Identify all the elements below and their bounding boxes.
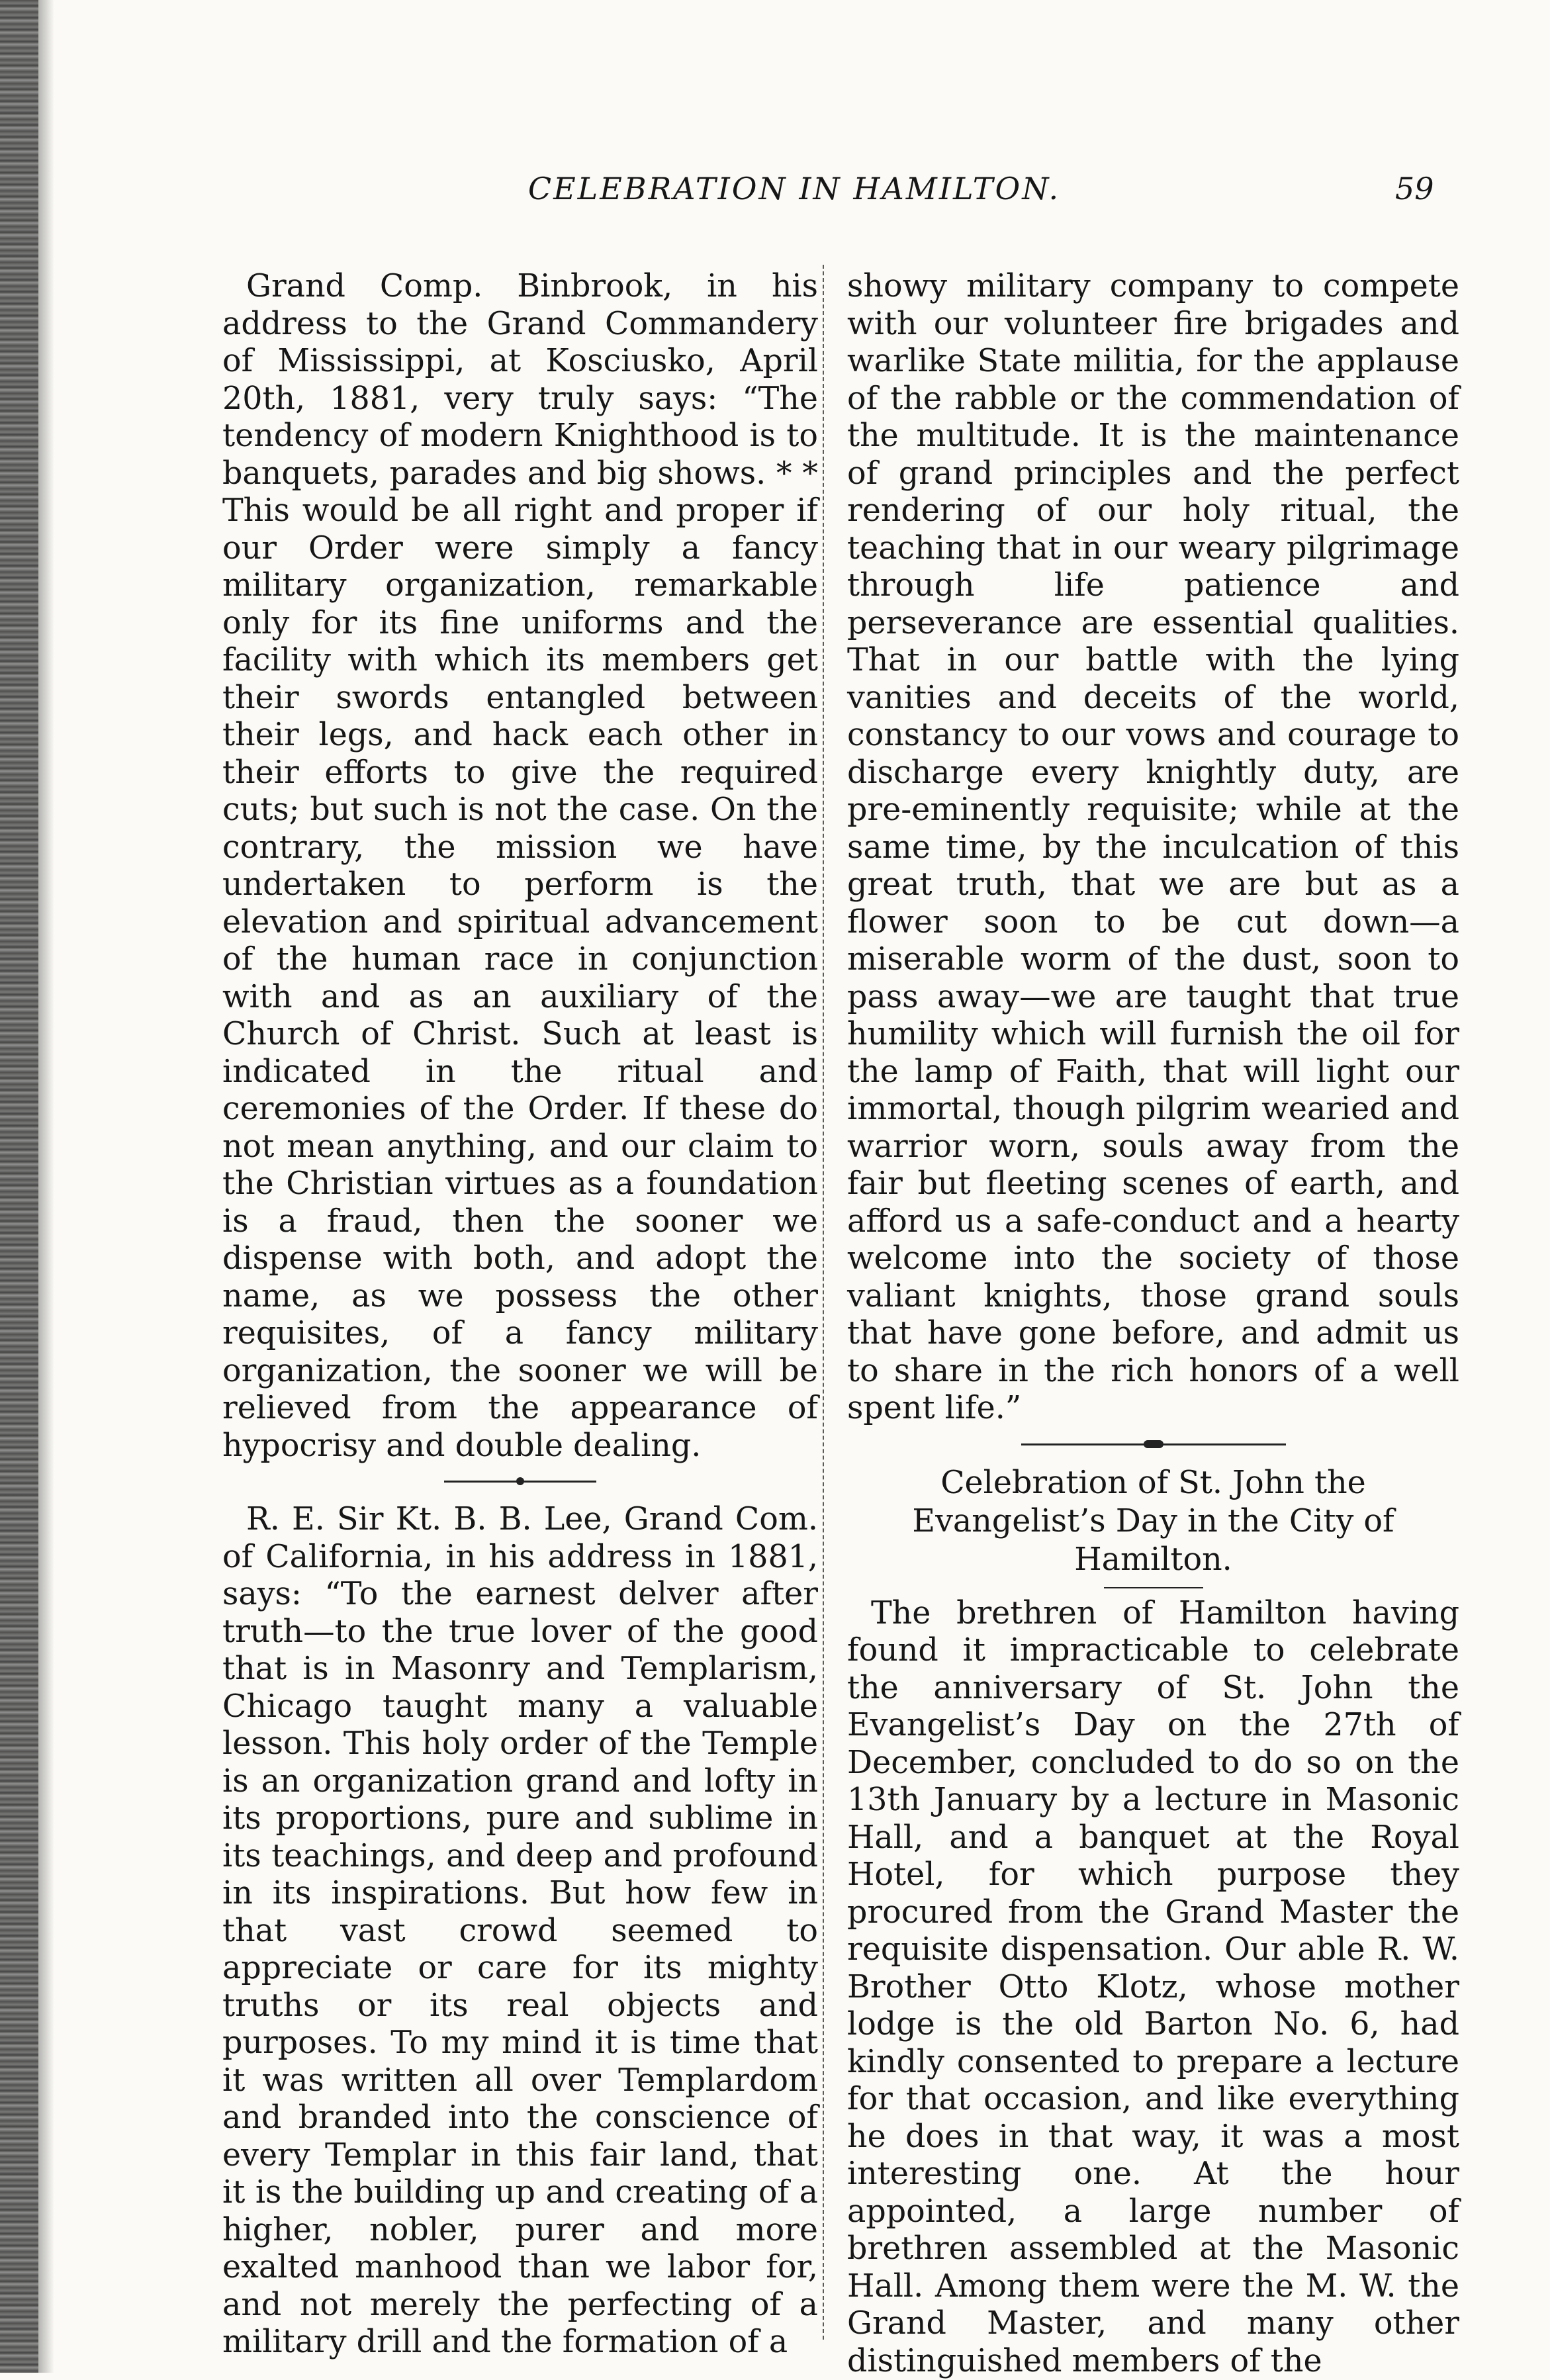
paragraph-hamilton-celebration: The brethren of Hamilton having found it impracticable to celebrate the anniversary of St. John the Evangelist’s Day on the 27th of December, concluded to do so on the 13th January by a lecture in Masonic Hall, and a banquet at the Royal Hotel, for which purpose they procured from the Grand Master the requisite dispensation. Our able R. W. Brother Otto Klotz, whose mother lodge is the old Barton No. 6, had kindly consented to prepare a lecture for that occasion, and like everything he does in that way, it was a most interesting one. At the hour appointed, a large number of brethren assembled at the Masonic Hall. Among them were the M. W. the Grand Master, and many other distinguished members of the	[847, 1595, 1459, 2380]
divider-ornament	[516, 1477, 524, 1485]
paragraph-lee-quote-continued: showy military company to compete with our volunteer fire brigades and warlike State militia, for the applause of the rabble or the commendation of the multitude. It is the maintenance of grand principles and the perfect rendering of our holy ritual, the teaching that in our weary pilgrimage through life patience and perseverance are essential qualities. That in our battle with the lying vanities and deceits of the world, constancy to our vows and courage to discharge every knightly duty, are pre-eminently requisite; while at the same time, by the inculcation of this great truth, that we are but as a flower soon to be cut down—a miserable worm of the dust, soon to pass away—we are taught that true humility which will furnish the oil for the lamp of Faith, that will light our immortal, though pilgrim wearied and warrior worn, souls away from the fair but fleeting scenes of earth, and afford us a safe-conduct and a hearty welcome into the society of those valiant knights, those grand souls that have gone before, and admit us to share in the rich honors of a well spent life.”	[847, 268, 1459, 1428]
left-column	[222, 268, 818, 2361]
right-column	[847, 268, 1459, 2380]
divider-ornament	[1144, 1440, 1163, 1448]
running-head: CELEBRATION IN HAMILTON.	[503, 171, 1085, 206]
section-title: Celebration of St. John the Evangelist’s Day in the City of Hamilton.	[847, 1464, 1459, 1579]
section-divider	[1021, 1443, 1286, 1445]
paragraph-binbrook-quote: Grand Comp. Binbrook, in his address to the Grand Commandery of Mississippi, at Kosciusko, April 20th, 1881, very truly says: “The tendency of modern Knighthood is to banquets, parades and big shows. * * This would be all right and proper if our Order were simply a fancy military organization, remarkable only for its fine uniforms and the facility with which its members get their swords entangled between their legs, and hack each other in their efforts to give the required cuts; but such is not the case. On the contrary, the mission we have undertaken to perform is the elevation and spiritual advancement of the human race in conjunction with and as an auxiliary of the Church of Christ. Such at least is indicated in the ritual and ceremonies of the Order. If these do not mean anything, and our claim to the Christian virtues as a foundation is a fraud, then the sooner we dispense with both, and adopt the name, as we possess the other requisites, of a fancy military organization, the sooner we will be relieved from the appearance of hypocrisy and double dealing.	[222, 268, 818, 1465]
column-rule	[823, 265, 824, 2340]
page-binding-edge	[0, 0, 38, 2373]
section-divider	[444, 1481, 596, 1483]
paragraph-lee-quote: R. E. Sir Kt. B. B. Lee, Grand Com. of California, in his address in 1881, says: “To the earnest delver after truth—to the true lover of the good that is in Masonry and Templarism, Chicago taught many a valuable lesson. This holy order of the Temple is an organization grand and lofty in its proportions, pure and sublime in its teachings, and deep and profound in its inspirations. But how few in that vast crowd seemed to appreciate or care for its mighty truths or its real objects and purposes. To my mind it is time that it was written all over Templardom and branded into the conscience of every Templar in this fair land, that it is the building up and creating of a higher, nobler, purer and more exalted manhood than we labor for, and not merely the perfecting of a military drill and the formation of a	[222, 1501, 818, 2361]
title-underline	[1104, 1587, 1203, 1588]
page-number: 59	[1395, 171, 1434, 206]
